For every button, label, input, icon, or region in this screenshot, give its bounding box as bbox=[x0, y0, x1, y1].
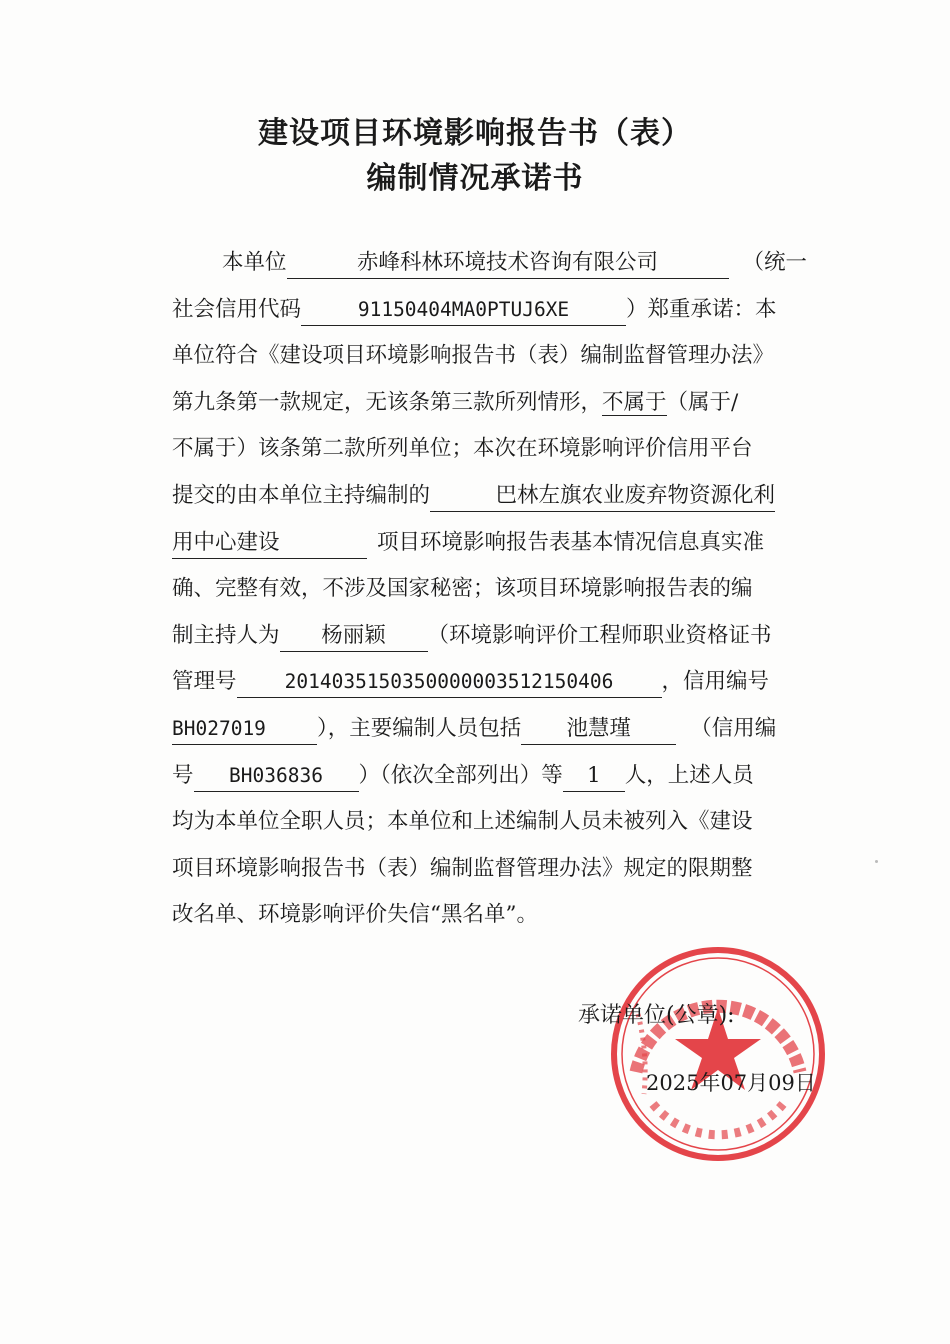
body-line: 改名单、环境影响评价失信“黑名单”。 bbox=[172, 902, 538, 928]
host-name-field: 杨丽颖 bbox=[280, 621, 428, 652]
body-line: 制主持人为 杨丽颖 （环境影响评价工程师职业资格证书 bbox=[172, 613, 822, 660]
body-line: 单位符合《建设项目环境影响报告书（表）编制监督管理办法》 bbox=[172, 343, 775, 369]
body-line: 号 BH036836 ）（依次全部列出）等 1 人，上述人员 bbox=[172, 753, 822, 800]
project-name-field-cont: 用中心建设 bbox=[172, 528, 367, 559]
body-line: 不属于）该条第二款所列单位；本次在环境影响评价信用平台 bbox=[172, 436, 753, 462]
project-name-field: 巴林左旗农业废弃物资源化利 bbox=[430, 481, 775, 512]
body-line: 均为本单位全职人员；本单位和上述编制人员未被列入《建设 bbox=[172, 809, 753, 835]
body-line: BH027019 ），主要编制人员包括 池慧瑾 （信用编 bbox=[172, 706, 822, 753]
official-seal-stamp bbox=[608, 944, 828, 1164]
host-credit-field: BH027019 bbox=[172, 714, 317, 745]
body-line: 确、完整有效，不涉及国家秘密；该项目环境影响报告表的编 bbox=[172, 576, 753, 602]
document-subtitle: 编制情况承诺书 bbox=[366, 161, 584, 196]
scan-speck bbox=[875, 860, 878, 863]
staff-name-field: 池慧瑾 bbox=[521, 714, 676, 745]
body-line: 第九条第一款规定，无该条第三款所列情形，不属于（属于/ bbox=[172, 389, 739, 415]
cert-number-field: 2014035150350000003512150406 bbox=[237, 667, 662, 698]
body-line: 项目环境影响报告书（表）编制监督管理办法》规定的限期整 bbox=[172, 855, 753, 881]
credit-code-field: 91150404MA0PTUJ6XE bbox=[301, 295, 626, 326]
body-line: 用中心建设 项目环境影响报告表基本情况信息真实准 bbox=[172, 520, 822, 567]
body-line: 社会信用代码 91150404MA0PTUJ6XE ）郑重承诺：本 bbox=[172, 287, 822, 334]
document-title: 建设项目环境影响报告书（表） bbox=[258, 116, 692, 151]
commitment-body bbox=[172, 240, 822, 939]
staff-credit-field: BH036836 bbox=[194, 761, 359, 792]
body-line: 提交的由本单位主持编制的 巴林左旗农业废弃物资源化利 bbox=[172, 473, 822, 520]
membership-choice: 不属于 bbox=[602, 389, 667, 415]
commitment-date: 2025年07月09日 bbox=[646, 1071, 816, 1095]
signer-label: 承诺单位(公章): bbox=[578, 1003, 735, 1028]
unit-name-field: 赤峰科林环境技术咨询有限公司 bbox=[287, 248, 729, 279]
body-line: 管理号 2014035150350000003512150406 ，信用编号 bbox=[172, 659, 822, 706]
body-line: 本单位 赤峰科林环境技术咨询有限公司 （统一 bbox=[172, 240, 822, 287]
seal-lower-script bbox=[653, 1104, 783, 1135]
staff-count-field: 1 bbox=[563, 761, 625, 792]
